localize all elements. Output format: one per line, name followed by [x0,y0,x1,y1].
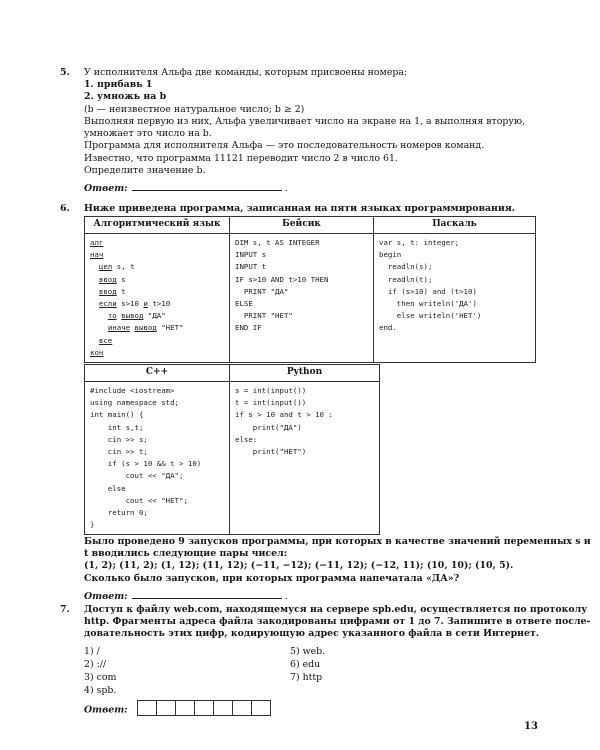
code-pascal-text: var s, t: integer; begin readln(s); readln(t); if (s>10) and (t>10) then writeln('ДА') else writeln('НЕТ') end. [379,238,482,333]
task-5 [60,67,538,195]
code-basic [230,234,374,363]
task-text: У исполнителя Альфа две команды, которым присвоены номера: [84,67,408,78]
answer-line: Ответ: . [84,590,288,602]
task-text: Ниже приведена программа, записанная на пяти языках программирования. [84,203,516,214]
answer-boxes [137,700,270,720]
task-text: Выполняя первую из них, Альфа увеличивает число на экране на 1, а выполняя вторую, [84,115,526,127]
answer-label: Ответ: [84,182,128,194]
option-4: 4) spb. [84,685,117,696]
task-text: Программа для исполнителя Альфа — это последовательность номеров команд. [84,140,485,152]
code-cpp [85,382,230,535]
code-basic-text: DIM s, t AS INTEGER INPUT s INPUT t IF s>10 AND t>10 THEN PRINT "ДА" ELSE PRINT "НЕТ" END IF [235,238,329,333]
task-text: Доступ к файлу web.com, находящемуся на сервере spb.edu, осуществляется по протоколу [84,604,588,615]
task-7-answer [84,700,538,720]
header-alg: Алгоритмический язык [85,217,230,234]
answer-box[interactable] [175,700,195,716]
answer-box[interactable] [194,700,214,716]
command-2: 2. умножь на b [84,91,167,103]
task-6-question [84,536,591,603]
task-text: t вводились следующие пары чисел: [84,548,288,560]
option-1: 1) / [84,646,100,657]
code-table-top [84,216,536,363]
task-number: 5. [60,67,70,78]
answer-blank[interactable] [132,181,282,191]
answer-box[interactable] [137,700,157,716]
answer-line: Ответ: . [84,182,288,194]
code-alg-text: алг нач цел s, t ввод s ввод t если s>10 и t>10 то вывод "ДА" иначе вывод "НЕТ" все кон [90,238,184,357]
page-number: 13 [524,721,538,732]
task-text: Сколько было запусков, при которых программа напечатала «ДА»? [84,572,460,584]
option-3: 3) com [84,672,117,683]
code-table-bottom [84,364,380,535]
task-text: Определите значение b. [84,164,206,176]
answer-box[interactable] [156,700,176,716]
answer-blank[interactable] [132,589,282,599]
task-6 [60,203,538,215]
option-2: 2) :// [84,659,107,670]
header-pascal: Паскаль [374,217,536,234]
task-text: http. Фрагменты адреса файла закодированы цифрами от 1 до 7. Запишите в ответе после- [84,616,591,628]
task-number: 6. [60,203,70,214]
header-python: Python [230,365,380,382]
number-pairs: (1, 2); (11, 2); (1, 12); (11, 12); (−11, −12); (−11, 12); (−12, 11); (10, 10); (10, 5). [84,560,514,572]
option-7: 7) http [290,672,323,683]
task-text: умножает это число на b. [84,128,212,140]
code-python [230,382,380,535]
code-cpp-text: #include <iostream> using namespace std; int main() { int s,t; cin >> s; cin >> t; if (s > 10 && t > 10) cout << "ДА"; else cout << "НЕТ"; return 0; } [90,386,202,530]
answer-label: Ответ: [84,590,128,602]
option-6: 6) edu [290,659,321,670]
code-python-text: s = int(input()) t = int(input()) if s > 10 and t > 10 : print("ДА") else: print("НЕТ") [235,386,333,457]
header-basic: Бейсик [230,217,374,234]
code-alg [85,234,230,363]
code-pascal [374,234,536,363]
answer-label: Ответ: [84,704,128,716]
task-text: Было проведено 9 запусков программы, при которых в качестве значений переменных s и [84,536,591,547]
answer-box[interactable] [232,700,252,716]
task-text: довательность этих цифр, кодирующую адрес указанного файла в сети Интернет. [84,628,540,640]
task-text: (b — неизвестное натуральное число; b ≥ 2) [84,103,305,115]
task-number: 7. [60,604,70,615]
option-5: 5) web. [290,646,326,657]
header-cpp: C++ [85,365,230,382]
task-7 [60,604,591,641]
answer-box[interactable] [213,700,233,716]
answer-box[interactable] [251,700,271,716]
command-1: 1. прибавь 1 [84,79,153,91]
task-text: Известно, что программа 11121 переводит число 2 в число 61. [84,152,398,164]
